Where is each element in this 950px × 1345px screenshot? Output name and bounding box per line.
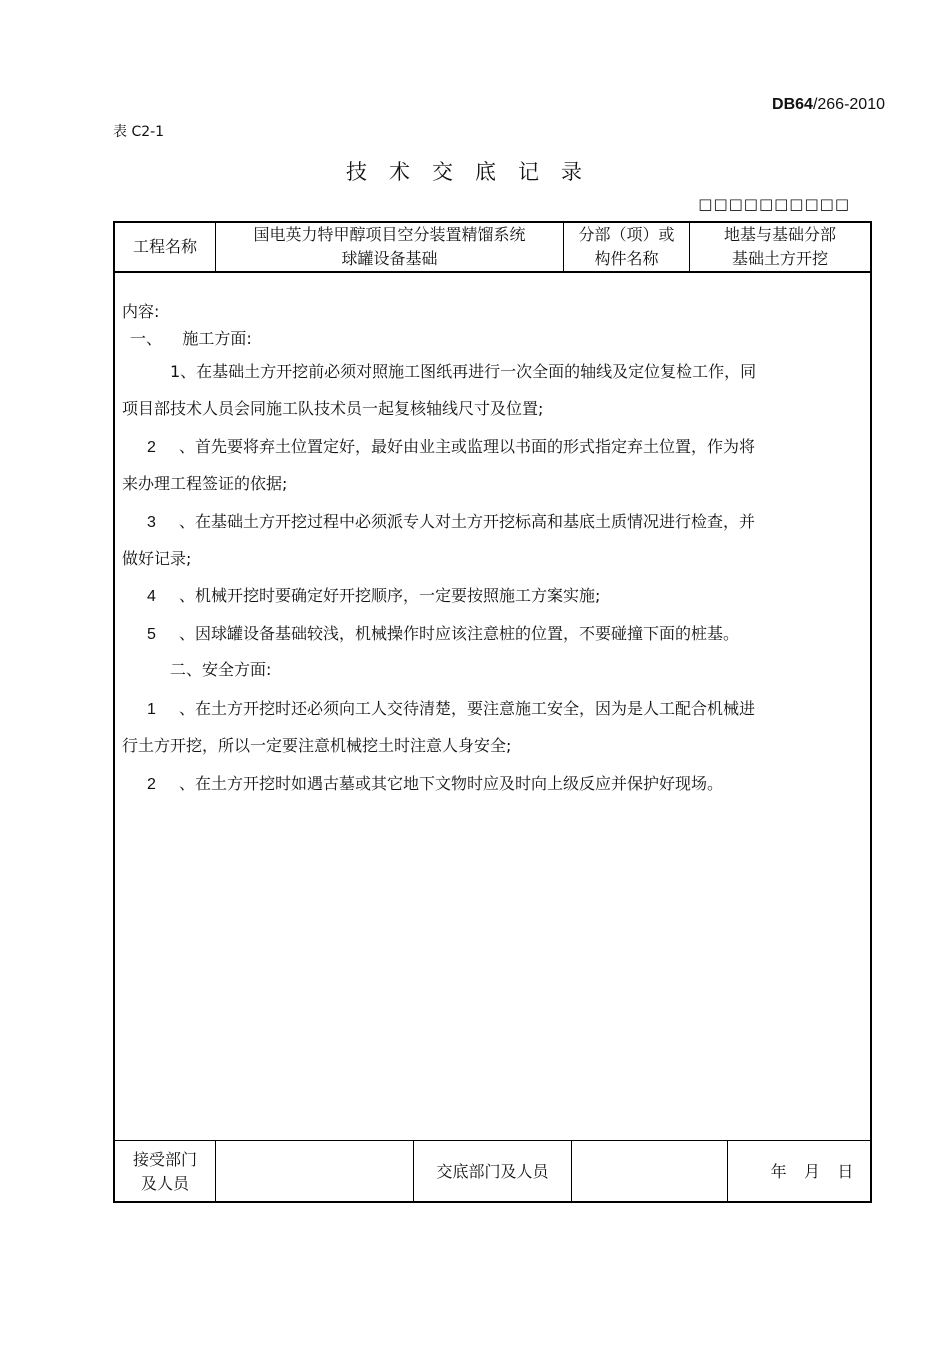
project-name-line1: 国电英力特甲醇项目空分装置精馏系统 — [253, 224, 526, 244]
item-4 — [147, 583, 600, 606]
issuer-label: 交底部门及人员 — [436, 1161, 549, 1181]
item-1-line2: 项目部技术人员会同施工队技术员一起复核轴线尺寸及位置; — [122, 399, 544, 418]
safety-1-number: 1 — [147, 701, 156, 718]
issuer-signature-field[interactable] — [572, 1141, 727, 1202]
form-number: 表 C2-1 — [113, 124, 165, 140]
info-row-bottom-border — [113, 271, 872, 273]
page-title: 技术交底记录 — [346, 160, 604, 184]
item-4-text: 、机械开挖时要确定好开挖顺序，一定要按照施工方案实施; — [179, 586, 601, 605]
item-5 — [147, 621, 739, 644]
item-2-line1 — [147, 434, 755, 457]
receiver-label-line2: 及人员 — [140, 1173, 189, 1193]
date-year-label: 年 — [770, 1161, 787, 1181]
receiver-signature-field[interactable] — [216, 1141, 413, 1202]
item-3-text: 、在基础土方开挖过程中必须派专人对土方开挖标高和基底土质情况进行检查，并 — [179, 512, 756, 531]
item-1-line1: 1、在基础土方开挖前必须对照施工图纸再进行一次全面的轴线及定位复检工作，同 — [170, 362, 757, 381]
item-4-number: 4 — [147, 588, 156, 605]
receiver-label-line1: 接受部门 — [132, 1149, 197, 1169]
safety-1-line1 — [147, 696, 755, 719]
part-label-line2: 构件名称 — [594, 248, 659, 268]
item-2-line2: 来办理工程签证的依据; — [122, 474, 288, 493]
part-value-line2: 基础土方开挖 — [731, 248, 828, 268]
receiver-label — [115, 1141, 215, 1202]
item-3-line2: 做好记录; — [122, 549, 192, 568]
section-safety: 二、安全方面: — [170, 660, 272, 679]
safety-1-line2: 行土方开挖，所以一定要注意机械挖土时注意人身安全; — [122, 736, 512, 755]
safety-1-text: 、在土方开挖时还必须向工人交待清楚，要注意施工安全，因为是人工配合机械进 — [179, 699, 756, 718]
date-month-label: 月 — [803, 1161, 820, 1181]
part-label-line1: 分部（项）或 — [578, 224, 675, 244]
standard-number — [772, 96, 885, 114]
item-2-number: 2 — [147, 439, 156, 456]
item-5-number: 5 — [147, 626, 156, 643]
part-value-line1: 地基与基础分部 — [723, 224, 836, 244]
item-2-text: 、首先要将弃土位置定好，最好由业主或监理以书面的形式指定弃土位置，作为将 — [179, 437, 756, 456]
part-value — [690, 222, 870, 271]
item-5-text: 、因球罐设备基础较浅，机械操作时应该注意桩的位置，不要碰撞下面的桩基。 — [179, 624, 740, 643]
project-name-line2: 球罐设备基础 — [341, 248, 438, 268]
code-boxes: □□□□□□□□□□ — [698, 195, 850, 213]
safety-2-text: 、在土方开挖时如遇古墓或其它地下文物时应及时向上级反应并保护好现场。 — [179, 774, 724, 793]
safety-2 — [147, 771, 723, 794]
date-field[interactable] — [728, 1141, 870, 1202]
section-construction: 一、 施工方面: — [130, 329, 252, 348]
part-label — [564, 222, 689, 271]
content-heading: 内容: — [122, 302, 160, 321]
item-3-number: 3 — [147, 514, 156, 531]
project-name-value — [216, 222, 563, 271]
safety-2-number: 2 — [147, 776, 156, 793]
date-day-label: 日 — [837, 1161, 854, 1181]
project-name-label: 工程名称 — [132, 236, 197, 256]
standard-suffix: /266-2010 — [812, 96, 885, 113]
item-3-line1 — [147, 509, 755, 532]
standard-prefix: DB64 — [772, 96, 813, 113]
